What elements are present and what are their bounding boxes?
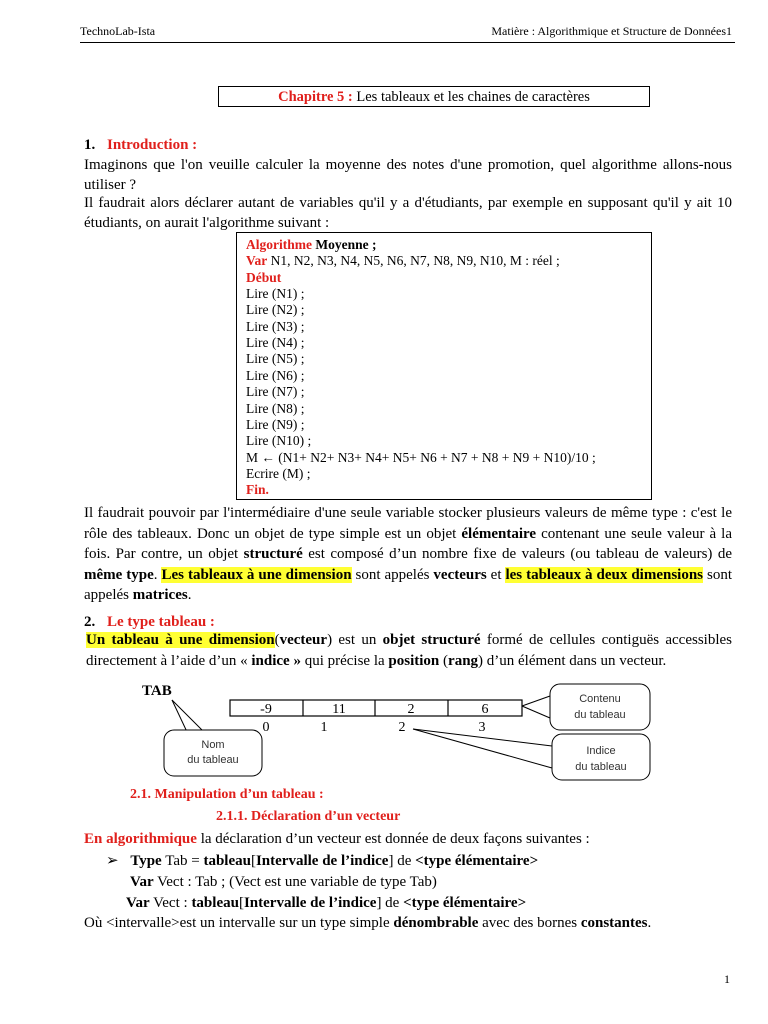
algorithm-text: Lire (N7) ;: [246, 384, 305, 400]
intro-paragraph-1: Imaginons que l'on veuille calculer la moyenne des notes d'une promotion, quel algorithme allons-nous utiliser ?: [84, 157, 732, 193]
algorithm-line: [246, 351, 304, 367]
section-1-number: 1.: [84, 137, 96, 153]
algorithm-text: Lire (N5) ;: [246, 351, 305, 367]
type-tableau-paragraph: [86, 630, 732, 672]
text-run: sont appelés: [351, 566, 434, 583]
header-rule: [80, 42, 735, 43]
term-position: position: [388, 653, 440, 669]
section-2-number: 2.: [84, 614, 96, 630]
algorithm-line: [246, 237, 376, 253]
algorithm-box: [236, 232, 652, 500]
algorithm-line: [246, 450, 596, 466]
declaration-intro-text: la déclaration d’un vecteur est donnée de deux façons suivantes :: [196, 831, 590, 847]
text-run: est composé d’un nombre fixe de valeurs (ou tableau de valeurs) de: [302, 546, 733, 562]
declaration-intro-keyword: En algorithmique: [84, 831, 197, 847]
text-run: [: [238, 895, 244, 911]
keyword-type: Type: [130, 853, 162, 869]
callout-contenu-line2: du tableau: [574, 709, 626, 721]
subsection-2-1-1: 2.1.1. Déclaration d’un vecteur: [216, 809, 401, 824]
algorithm-text: N1, N2, N3, N4, N5, N6, N7, N8, N9, N10, M : réel ;: [267, 253, 560, 269]
vector-index-label: 3: [478, 720, 486, 735]
callout-indice-line1: Indice: [586, 745, 616, 757]
term-type-elementaire: <type élémentaire>: [403, 895, 527, 911]
text-run: Il faudrait pouvoir par l'intermédiaire d'une seule variable stocker plusieurs valeurs de même type : c'est le rôle des tableaux. Donc un objet de type simple est un objet: [84, 505, 732, 542]
algorithm-keyword: Var: [246, 253, 268, 269]
term-constantes: constantes: [580, 915, 648, 931]
algorithm-text: Lire (N4) ;: [246, 335, 305, 351]
section-2-heading: [84, 612, 215, 632]
term-indice: indice »: [251, 653, 301, 669]
algorithm-text: Lire (N8) ;: [246, 400, 305, 416]
text-run: [: [250, 853, 256, 869]
term-intervalle: Intervalle de l’indice: [243, 895, 377, 911]
header-left: TechnoLab-Ista: [80, 24, 156, 38]
declaration-line-var-tableau: [126, 893, 526, 913]
algorithm-line: [246, 433, 311, 449]
text-run: ] de: [388, 853, 416, 869]
algorithm-text: Moyenne ;: [311, 237, 377, 252]
connector-line: [172, 700, 202, 730]
chapter-label: Chapitre 5 :: [278, 89, 353, 105]
algorithm-text: Lire (N1) ;: [246, 286, 305, 302]
callout-contenu-box: [550, 684, 650, 730]
algorithm-text: Lire (N3) ;: [246, 318, 305, 334]
algorithm-keyword: Algorithme: [246, 237, 312, 252]
tab-label: TAB: [142, 683, 172, 699]
text-run: Vect :: [149, 895, 192, 911]
section-2-title: Le type tableau :: [107, 614, 215, 630]
text-run: qui précise la: [300, 653, 389, 669]
chapter-title: Les tableaux et les chaines de caractères: [352, 89, 590, 105]
text-run: contenant une seule valeur à la fois. Par contre, un objet: [84, 525, 732, 562]
algorithm-line: [246, 286, 304, 302]
term-intervalle: Intervalle de l’indice: [255, 853, 389, 869]
algorithm-keyword: Début: [246, 269, 282, 285]
text-run: ] de: [376, 895, 404, 911]
term-elementaire: élémentaire: [461, 525, 537, 542]
declaration-line-type: [106, 851, 538, 871]
term-type-elementaire: <type élémentaire>: [415, 853, 539, 869]
chapter-title-box: [218, 86, 650, 107]
keyword-tableau: tableau: [203, 853, 251, 869]
vector-cell-value: -9: [260, 702, 272, 717]
keyword-var: Var: [126, 895, 150, 911]
algorithm-line: [246, 368, 304, 384]
algorithm-line: [246, 302, 304, 318]
algorithm-text: Ecrire (M) ;: [246, 465, 311, 481]
subsection-2-1: 2.1. Manipulation d’un tableau :: [130, 787, 324, 802]
declaration-line-var-tab: [130, 872, 437, 892]
arrow-bullet-icon: ➢: [106, 853, 119, 869]
vector-cell-value: 6: [481, 702, 489, 717]
highlight-une-dimension: Les tableaux à une dimension: [161, 566, 352, 583]
intro-paragraph-2: Il faudrait alors déclarer autant de variables qu'il y a d'étudiants, par exemple en supposant qu'il y ait 10 étudiants, on aurait l'algorithme suivant :: [84, 195, 732, 231]
algorithm-line: [246, 384, 304, 400]
term-vecteurs: vecteurs: [433, 566, 487, 583]
algorithm-line: [246, 335, 304, 351]
vector-index-label: 2: [398, 720, 406, 735]
term-matrices: matrices: [132, 587, 188, 603]
highlight-un-tableau: Un tableau à une dimension: [86, 632, 275, 648]
text-run: .: [647, 915, 652, 931]
declaration-intro: [84, 829, 590, 849]
text-run: .: [187, 587, 192, 603]
vector-cell-value: 11: [332, 702, 346, 717]
algorithm-line: [246, 253, 560, 269]
algorithm-text: M ← (N1+ N2+ N3+ N4+ N5+ N6 + N7 + N8 + N9 + N10)/10 ;: [246, 449, 596, 465]
text-run: et: [486, 566, 506, 583]
text-run: .: [153, 566, 162, 583]
vector-cell-value: 2: [407, 702, 415, 717]
section-1-title: Introduction :: [107, 137, 198, 153]
text-run: (: [439, 653, 449, 669]
connector-line: [172, 700, 188, 734]
text-run: Vect : Tab ; (Vect est une variable de type Tab): [153, 874, 437, 890]
term-meme-type: même type: [84, 566, 154, 583]
callout-nom-line2: du tableau: [187, 754, 239, 766]
term-objet-structure: objet structuré: [382, 632, 481, 648]
algorithm-text: Lire (N6) ;: [246, 367, 305, 383]
callout-indice-box: [552, 734, 650, 780]
declaration-note: [84, 913, 651, 933]
text-run: avec des bornes: [478, 915, 581, 931]
algorithm-text: Lire (N9) ;: [246, 416, 305, 432]
header-right: Matière : Algorithmique et Structure de Données1: [491, 24, 732, 38]
algorithm-line: [246, 417, 304, 433]
connector-line: [522, 706, 550, 718]
callout-nom-box: [164, 730, 262, 776]
term-vecteur: vecteur: [279, 632, 328, 648]
text-run: ) est un: [327, 632, 383, 648]
term-denombrable: dénombrable: [393, 915, 479, 931]
vector-index-label: 1: [320, 720, 328, 735]
callout-indice-line2: du tableau: [575, 761, 627, 773]
algorithm-text: Lire (N10) ;: [246, 433, 312, 449]
text-run: Tab =: [161, 853, 204, 869]
highlight-deux-dimensions: les tableaux à deux dimensions: [505, 566, 704, 583]
algorithm-keyword: Fin.: [246, 482, 269, 498]
algorithm-line: [246, 401, 304, 417]
tableaux-paragraph: [84, 503, 732, 606]
text-run: ) d’un élément dans un vecteur.: [478, 653, 667, 669]
callout-contenu-line1: Contenu: [579, 693, 621, 705]
keyword-var: Var: [130, 874, 154, 890]
connector-line: [522, 696, 550, 706]
page-number: 1: [724, 972, 730, 986]
algorithm-line: [246, 466, 310, 482]
vector-cells-box: [230, 700, 522, 716]
text-run: Où <intervalle>est un intervalle sur un type simple: [84, 915, 394, 931]
text-run: sont appelés: [84, 566, 732, 603]
algorithm-line: [246, 482, 269, 498]
keyword-tableau: tableau: [191, 895, 239, 911]
text-run: (: [274, 632, 280, 648]
algorithm-line: [246, 319, 304, 335]
text-run: formé de cellules contiguës accessibles directement à l’aide d’un «: [86, 632, 732, 669]
section-1-heading: [84, 135, 197, 155]
algorithm-line: [246, 270, 281, 286]
term-structure: structuré: [243, 546, 303, 562]
term-rang: rang: [448, 653, 479, 669]
callout-nom-line1: Nom: [201, 739, 225, 751]
algorithm-text: Lire (N2) ;: [246, 302, 305, 318]
vector-index-label: 0: [262, 720, 270, 735]
vector-diagram: [130, 676, 660, 786]
